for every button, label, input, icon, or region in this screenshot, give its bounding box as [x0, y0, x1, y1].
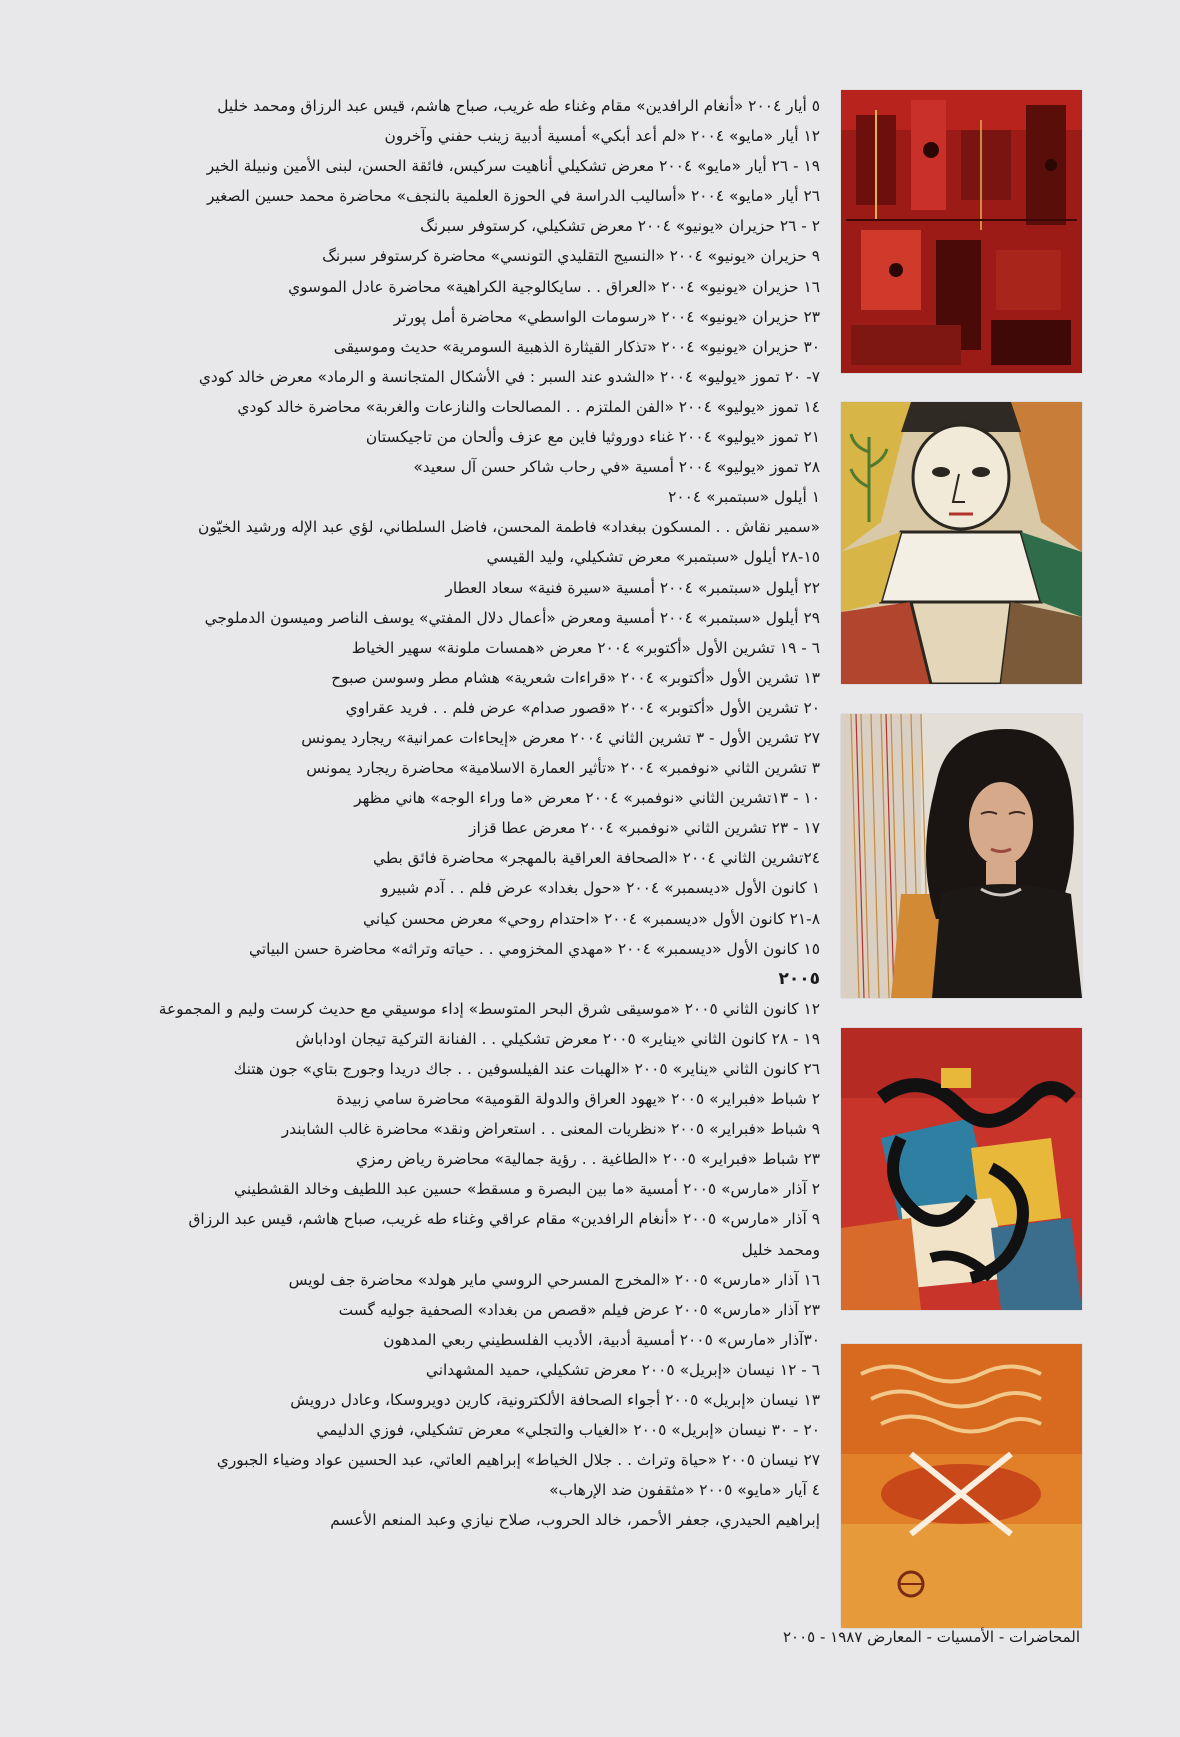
event-line: ومحمد خليل	[741, 1240, 820, 1259]
event-line: ٢٩ أيلول «سبتمبر» ٢٠٠٤ أمسية ومعرض «أعمال دلال المفتي» يوسف الناصر وميسون الدملوجي	[204, 608, 820, 627]
event-line: ٢٨ تموز «يوليو» ٢٠٠٤ أمسية «في رحاب شاكر حسن آل سعيد»	[413, 458, 820, 477]
event-line: ٢٣ آذار «مارس» ٢٠٠٥ عرض فيلم «قصص من بغداد» الصحفية جوليه گست	[338, 1300, 820, 1319]
event-line: ٢٧ نيسان ٢٠٠٥ «حياة وتراث . . جلال الخياط» إبراهيم العاتي، عبد الحسين عواد وضياء الجبوري	[216, 1451, 820, 1470]
event-line: ١٢ كانون الثاني ٢٠٠٥ «موسيقى شرق البحر المتوسط» إداء موسيقي مع حديث كرست وليم و المجموعة	[158, 999, 820, 1018]
event-line: ٢٠ تشرين الأول «أكتوبر» ٢٠٠٤ «قصور صدام» عرض فلم . . فريد عقراوي	[345, 698, 820, 717]
event-line: ١ كانون الأول «ديسمبر» ٢٠٠٤ «حول بغداد» عرض فلم . . آدم شبيرو	[381, 879, 820, 898]
event-line: ٢ - ٢٦ حزيران «يونيو» ٢٠٠٤ معرض تشكيلي، كرستوفر سبرنگ	[420, 217, 820, 236]
event-line: ٢٢ أيلول «سبتمبر» ٢٠٠٤ أمسية «سيرة فنية» سعاد العطار	[445, 578, 820, 597]
event-line: ٣٠ حزيران «يونيو» ٢٠٠٤ «تذكار القيثارة الذهبية السومرية» حديث وموسيقى	[333, 337, 820, 356]
event-line: ٩ آذار «مارس» ٢٠٠٥ «أنغام الرافدين» مقام عراقي وغناء طه غريب، صباح هاشم، قيس عبد الرزاق	[188, 1210, 820, 1229]
event-line: ١٦ آذار «مارس» ٢٠٠٥ «المخرج المسرحي الروسي ماير هولد» محاضرة جف لويس	[288, 1270, 820, 1289]
calligraphic-abstract-painting	[841, 1028, 1082, 1310]
page-footer: المحاضرات - الأمسيات - المعارض ١٩٨٧ - ٢٠٠٥	[782, 1628, 1080, 1646]
event-line: ٢٠ - ٣٠ نيسان «إبريل» ٢٠٠٥ «الغياب والتجلي» معرض تشكيلي، فوزي الدليمي	[316, 1421, 820, 1440]
event-line: ٩ حزيران «يونيو» ٢٠٠٤ «النسيج التقليدي التونسي» محاضرة كرستوفر سبرنگ	[322, 247, 820, 266]
event-line: ١ أيلول «سبتمبر» ٢٠٠٤	[668, 488, 820, 507]
red-abstract-painting	[841, 90, 1082, 373]
event-line: ٣ تشرين الثاني «نوفمبر» ٢٠٠٤ «تأثير العمارة الاسلامية» محاضرة ريجارد يمونس	[306, 759, 820, 778]
event-line: ١٠ - ١٣تشرين الثاني «نوفمبر» ٢٠٠٤ معرض «ما وراء الوجه» هاني مظهر	[354, 789, 820, 808]
event-line: ٢٤تشرين الثاني ٢٠٠٤ «الصحافة العراقية بالمهجر» محاضرة فائق بطي	[373, 849, 820, 868]
event-line: ٢٦ كانون الثاني «يناير» ٢٠٠٥ «الهبات عند الفيلسوفين . . جاك دريدا وجورج بتاي» جون هتنك	[233, 1060, 820, 1078]
event-line: ٢٣ حزيران «يونيو» ٢٠٠٤ «رسومات الواسطي» محاضرة أمل پورتر	[393, 307, 820, 326]
event-line: ١٣ نيسان «إبريل» ٢٠٠٥ أجواء الصحافة الألكترونية، كارين دويروسكا، وعادل درويش	[290, 1391, 820, 1410]
event-line: ٣٠آذار «مارس» ٢٠٠٥ أمسية أدبية، الأديب الفلسطيني ربعي المدهون	[383, 1330, 820, 1349]
event-line: ١٩ - ٢٨ كانون الثاني «يناير» ٢٠٠٥ معرض تشكيلي . . الفنانة التركية تيجان اوداباش	[295, 1029, 820, 1048]
event-line: ١٤ تموز «يوليو» ٢٠٠٤ «الفن الملتزم . . المصالحات والنازعات والغربة» محاضرة خالد كودي	[237, 397, 820, 416]
event-line: ٤ آيار «مايو» ٢٠٠٥ «مثقفون ضد الإرهاب»	[549, 1481, 820, 1500]
events-list	[112, 91, 820, 1536]
event-line: ١٦ حزيران «يونيو» ٢٠٠٤ «العراق . . سايكالوجية الكراهية» محاضرة عادل الموسوي	[288, 277, 820, 296]
event-line: ٢٣ شباط «فبراير» ٢٠٠٥ «الطاغية . . رؤية جمالية» محاضرة رياض رمزي	[356, 1150, 820, 1169]
event-line: ١٥-٢٨ أيلول «سبتمبر» معرض تشكيلي، وليد القيسي	[486, 548, 820, 567]
event-line: ٢١ تموز «يوليو» ٢٠٠٤ غناء دوروثيا فاين مع عزف وألحان من تاجيكستان	[365, 428, 820, 447]
event-line: ٦ - ١٢ نيسان «إبريل» ٢٠٠٥ معرض تشكيلي، حميد المشهداني	[425, 1360, 820, 1379]
event-line: ٩ شباط «فبراير» ٢٠٠٥ «نظريات المعنى . . استعراض ونقد» محاضرة غالب الشابندر	[281, 1120, 820, 1139]
event-line: إبراهيم الحيدري، جعفر الأحمر، خالد الحروب، صلاح نيازي وعبد المنعم الأعسم	[330, 1511, 820, 1530]
event-line: ٦ - ١٩ تشرين الأول «أكتوبر» ٢٠٠٤ معرض «همسات ملونة» سهير الخياط	[351, 638, 820, 657]
cubist-figure-painting	[841, 402, 1082, 684]
event-line: ٢ آذار «مارس» ٢٠٠٥ أمسية «ما بين البصرة و مسقط» حسين عبد اللطيف وخالد القشطيني	[234, 1180, 820, 1199]
event-line: «سمير نقاش . . المسكون ببغداد» فاطمة المحسن، فاضل السلطاني، لؤي عبد الإله ورشيد الخيّون	[198, 518, 820, 537]
event-line: ١٥ كانون الأول «ديسمبر» ٢٠٠٤ «مهدي المخزومي . . حياته وتراثه» محاضرة حسن البياتي	[249, 939, 820, 958]
event-line: ٢٧ تشرين الأول - ٣ تشرين الثاني ٢٠٠٤ معرض «إيحاءات عمرانية» ريجارد يمونس	[301, 728, 820, 747]
event-line: ٧- ٢٠ تموز «يوليو» ٢٠٠٤ «الشدو عند السبر : في الأشكال المتجانسة و الرماد» معرض خالد كودي	[198, 367, 820, 386]
event-line: ١٩ - ٢٦ أيار «مايو» ٢٠٠٤ معرض تشكيلي أناهيت سركيس، فائقة الحسن، لبنى الأمين ونبيلة الخير	[206, 157, 820, 176]
event-line: ٥ أيار ٢٠٠٤ «أنغام الرافدين» مقام وغناء طه غريب، صباح هاشم، قيس عبد الرزاق ومحمد خليل	[217, 97, 820, 115]
event-line: ١٣ تشرين الأول «أكتوبر» ٢٠٠٤ «قراءات شعرية» هشام مطر وسوسن صبوح	[331, 668, 820, 687]
event-line: ٢٦ أيار «مايو» ٢٠٠٤ «أساليب الدراسة في الحوزة العلمية بالنجف» محاضرة محمد حسين الصغير	[206, 187, 820, 206]
event-line: ٢ شباط «فبراير» ٢٠٠٥ «يهود العراق والدولة القومية» محاضرة سامي زبيدة	[336, 1090, 820, 1109]
woman-with-harp-photo	[841, 714, 1082, 998]
year-heading: ٢٠٠٥	[778, 968, 820, 989]
event-line: ١٢ أيار «مايو» ٢٠٠٤ «لم أعد أبكي» أمسية أدبية زينب حفني وآخرون	[384, 127, 820, 146]
event-line: ٨-٢١ كانون الأول «ديسمبر» ٢٠٠٤ «احتدام روحي» معرض محسن كياني	[363, 909, 820, 928]
orange-calligraphy-painting	[841, 1344, 1082, 1628]
event-line: ١٧ - ٢٣ تشرين الثاني «نوفمبر» ٢٠٠٤ معرض عطا قزاز	[469, 819, 820, 838]
